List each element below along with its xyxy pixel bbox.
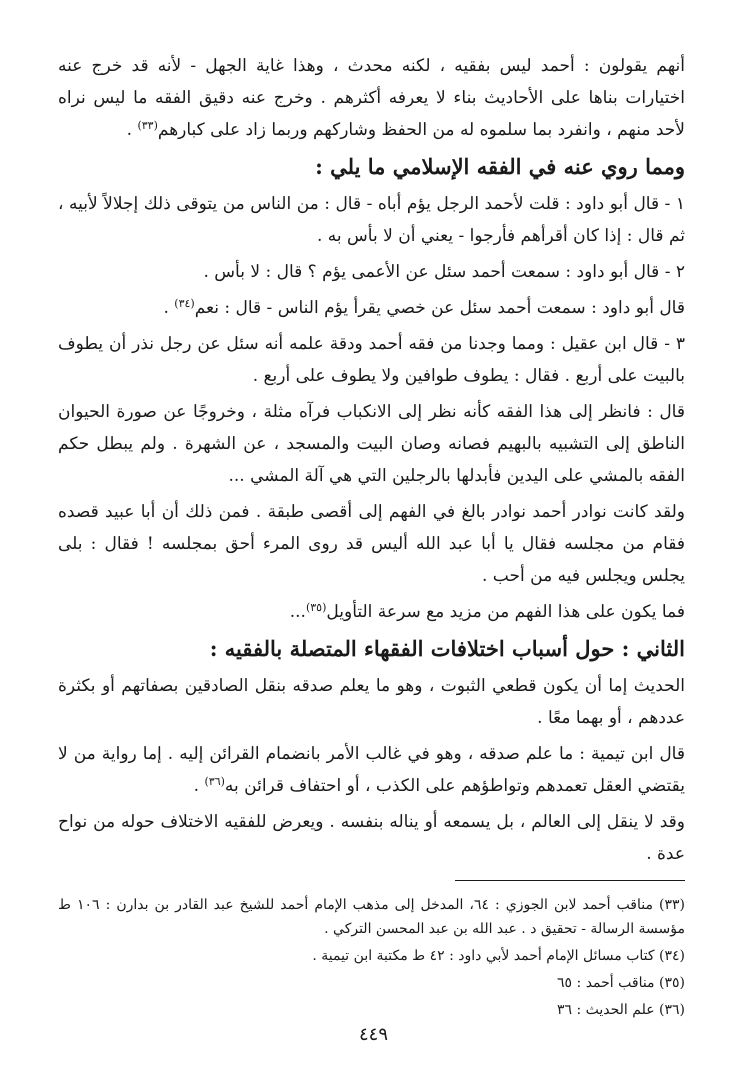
footnote: (٣٦) علم الحديث : ٣٦ xyxy=(556,1002,685,1018)
paragraph-text: ٣ - قال ابن عقيل : ومما وجدنا من فقه أحمد ودقة علمه أنه سئل عن رجل نذر أن يطوف بالبيت على أربع . فقال : يطوف طوافين ولا يطوف على أربع . xyxy=(58,334,685,386)
paragraph-text: ١ - قال أبو داود : قلت لأحمد الرجل يؤم أباه - قال : من الناس من يتوقى ذلك إجلالاً لأبيه ، ثم قال : إذا كان أقرأهم فأرجوا - يعني أن لا بأس به . xyxy=(58,194,685,246)
footnote-ref: (٣٣) xyxy=(137,119,158,132)
paragraph xyxy=(58,396,685,492)
paragraph xyxy=(58,496,685,592)
footnote: (٣٣) مناقب أحمد لابن الجوزي : ٦٤، المدخل إلى مذهب الإمام أحمد للشيخ عبد القادر بن بدارن : ١٠٦ ط مؤسسة الرسالة - تحقيق د . عبد الله بن عبد المحسن التركي . xyxy=(58,897,685,937)
footnote: (٣٤) كتاب مسائل الإمام أحمد لأبي داود : ٤٢ ط مكتبة ابن تيمية . xyxy=(312,948,685,964)
footnotes xyxy=(58,893,685,1022)
page-number: ٤٤٩ xyxy=(358,1024,388,1045)
footnote-ref: (٣٦) xyxy=(204,775,225,788)
section-heading xyxy=(58,632,685,666)
paragraph-text: ٢ - قال أبو داود : سمعت أحمد سئل عن الأعمى يؤم ؟ قال : لا بأس . xyxy=(203,262,685,282)
paragraph xyxy=(58,256,685,288)
paragraph-text: الحديث إما أن يكون قطعي الثبوت ، وهو ما يعلم صدقه بنقل الصادقين بصفاتهم أو بكثرة عددهم ، أو بهما معًا . xyxy=(58,676,685,728)
paragraph-text: ومما روي عنه في الفقه الإسلامي ما يلي : xyxy=(315,154,685,179)
paragraph xyxy=(58,596,685,628)
paragraph xyxy=(58,806,685,870)
trailing-punct: ... xyxy=(289,602,306,622)
section-heading xyxy=(58,150,685,184)
paragraph-text: قال : فانظر إلى هذا الفقه كأنه نظر إلى الانكباب فرآه مثلة ، وخروجًا عن صورة الحيوان الناطق إلى التشبيه بالبهيم فصانه وصان البيت والمسجد ، عن الشهرة . ولم يبطل حكم الفقه بالمشي على اليدين فأبدلها بالرجلين التي هي آلة المشي ... xyxy=(58,402,685,486)
paragraph xyxy=(58,50,685,146)
paragraph-text: وقد لا ينقل إلى العالم ، بل يسمعه أو يناله بنفسه . ويعرض للفقيه الاختلاف حوله من نواح عدة . xyxy=(58,812,685,864)
trailing-punct: . xyxy=(193,776,205,796)
paragraph-text: ولقد كانت نوادر أحمد نوادر بالغ في الفهم إلى أقصى طبقة . فمن ذلك أن أبا عبيد قصده فقام من مجلسه فقال يا أبا عبد الله أليس قد روى المرء أحق بمجلسه ! فقال : بلى يجلس ويجلس فيه من أحب . xyxy=(58,502,685,586)
paragraph xyxy=(58,738,685,802)
trailing-punct: . xyxy=(126,120,138,140)
footnote: (٣٥) مناقب أحمد : ٦٥ xyxy=(557,975,685,991)
paragraph xyxy=(58,670,685,734)
footnote-separator xyxy=(455,880,685,881)
paragraph xyxy=(58,292,685,324)
footnote-ref: (٣٥) xyxy=(305,601,327,614)
paragraph-text: الثاني : حول أسباب اختلافات الفقهاء المتصلة بالفقيه : xyxy=(209,636,685,661)
paragraph-text: فما يكون على هذا الفهم من مزيد مع سرعة التأويل xyxy=(326,602,685,622)
paragraph xyxy=(58,188,685,252)
trailing-punct: . xyxy=(163,298,175,318)
paragraph xyxy=(58,328,685,392)
paragraph-text: قال أبو داود : سمعت أحمد سئل عن خصي يقرأ يؤم الناس - قال : نعم xyxy=(194,298,685,318)
paragraph-text: قال ابن تيمية : ما علم صدقه ، وهو في غالب الأمر بانضمام القرائن إليه . إما رواية من لا يقتضي العقل تعمدهم وتواطؤهم على الكذب ، أو احتفاف قرائن به xyxy=(58,744,685,796)
body-text xyxy=(58,50,685,870)
paragraph-text: أنهم يقولون : أحمد ليس بفقيه ، لكنه محدث ، وهذا غاية الجهل - لأنه قد خرج عنه اختيارات بناها على الأحاديث بناء لا يعرفه أكثرهم . وخرج عنه دقيق الفقه ما ليس نراه لأحد منهم ، وانفرد بما سلموه له من الحفظ وشاركهم وربما زاد على كبارهم xyxy=(58,56,686,140)
footnote-ref: (٣٤) xyxy=(174,297,195,310)
